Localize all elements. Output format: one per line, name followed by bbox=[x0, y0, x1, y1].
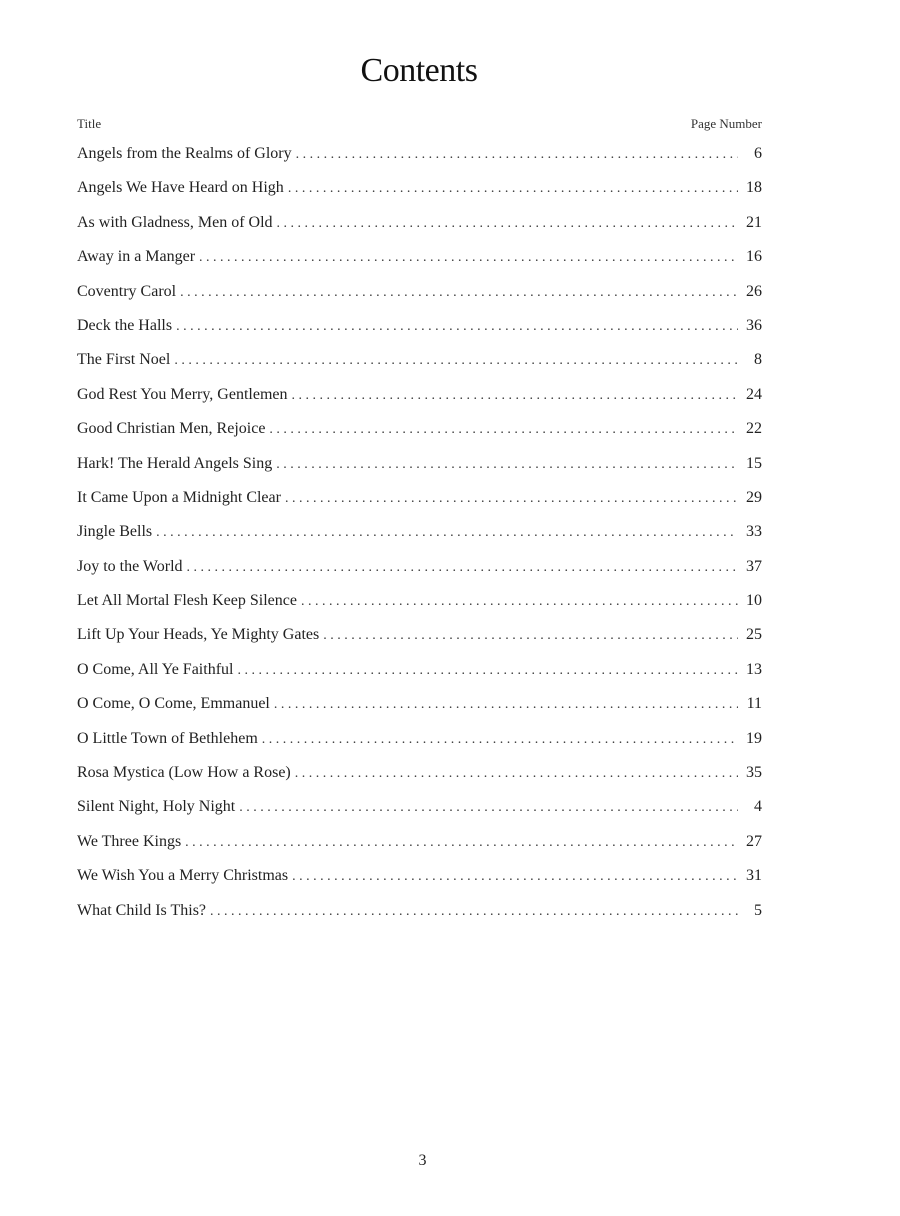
toc-entry-title: We Wish You a Merry Christmas bbox=[77, 867, 289, 885]
toc-entry bbox=[77, 695, 762, 729]
toc-entry-title: Angels We Have Heard on High bbox=[77, 179, 284, 197]
toc-entry-title: Silent Night, Holy Night bbox=[77, 798, 236, 816]
toc-entry-page: 13 bbox=[746, 660, 762, 678]
toc-entry bbox=[77, 351, 762, 385]
dot-leader bbox=[285, 491, 738, 507]
toc-entry-page: 15 bbox=[746, 454, 762, 472]
toc-entry-title: Hark! The Herald Angels Sing bbox=[77, 454, 273, 472]
toc-entry bbox=[77, 764, 762, 798]
toc-entry-page: 31 bbox=[746, 867, 762, 885]
dot-leader bbox=[274, 697, 738, 713]
dot-leader bbox=[288, 181, 738, 197]
toc-entry bbox=[77, 902, 762, 936]
toc-entry-page: 27 bbox=[746, 832, 762, 850]
page-number-column-header: Page Number bbox=[690, 116, 762, 131]
dot-leader bbox=[301, 594, 738, 610]
dot-leader bbox=[174, 353, 738, 369]
dot-leader bbox=[269, 422, 738, 438]
table-of-contents bbox=[77, 145, 762, 936]
dot-leader bbox=[277, 216, 738, 232]
dot-leader bbox=[323, 628, 738, 644]
toc-entry-page: 33 bbox=[746, 523, 762, 541]
toc-entry-title: O Little Town of Bethlehem bbox=[77, 729, 258, 747]
toc-entry-page: 37 bbox=[746, 557, 762, 575]
toc-entry-title: God Rest You Merry, Gentlemen bbox=[77, 385, 288, 403]
toc-entry-page: 29 bbox=[746, 488, 762, 506]
dot-leader bbox=[180, 285, 738, 301]
dot-leader bbox=[176, 319, 738, 335]
toc-entry-page: 36 bbox=[746, 316, 762, 334]
toc-entry bbox=[77, 317, 762, 351]
toc-entry-page: 18 bbox=[746, 179, 762, 197]
toc-entry bbox=[77, 214, 762, 248]
toc-entry-page: 25 bbox=[746, 626, 762, 644]
toc-entry-title: Away in a Manger bbox=[77, 248, 196, 266]
dot-leader bbox=[210, 904, 738, 920]
toc-entry bbox=[77, 626, 762, 660]
toc-entry-title: Good Christian Men, Rejoice bbox=[77, 420, 266, 438]
toc-entry bbox=[77, 558, 762, 592]
toc-entry-title: Jingle Bells bbox=[77, 523, 153, 541]
toc-entry-page: 8 bbox=[754, 351, 762, 369]
toc-entry-title: Lift Up Your Heads, Ye Mighty Gates bbox=[77, 626, 320, 644]
toc-entry-page: 11 bbox=[746, 695, 762, 713]
toc-entry bbox=[77, 867, 762, 901]
toc-entry bbox=[77, 455, 762, 489]
toc-entry bbox=[77, 592, 762, 626]
toc-entry bbox=[77, 661, 762, 695]
dot-leader bbox=[262, 732, 738, 748]
toc-entry bbox=[77, 730, 762, 764]
toc-entry-title: Joy to the World bbox=[77, 557, 183, 575]
toc-entry-page: 26 bbox=[746, 282, 762, 300]
toc-entry bbox=[77, 489, 762, 523]
toc-entry-title: O Come, All Ye Faithful bbox=[77, 660, 234, 678]
dot-leader bbox=[187, 560, 738, 576]
toc-entry-page: 22 bbox=[746, 420, 762, 438]
toc-entry bbox=[77, 248, 762, 282]
toc-entry-title: Deck the Halls bbox=[77, 316, 173, 334]
toc-entry-title: Let All Mortal Flesh Keep Silence bbox=[77, 592, 297, 610]
toc-entry-title: It Came Upon a Midnight Clear bbox=[77, 488, 281, 506]
page-number: 3 bbox=[418, 1152, 427, 1169]
toc-entry-page: 5 bbox=[754, 901, 762, 919]
toc-entry-title: As with Gladness, Men of Old bbox=[77, 213, 273, 231]
dot-leader bbox=[239, 800, 738, 816]
toc-entry-page: 24 bbox=[746, 385, 762, 403]
toc-entry-title: O Come, O Come, Emmanuel bbox=[77, 695, 270, 713]
column-headers bbox=[77, 116, 762, 132]
dot-leader bbox=[237, 663, 738, 679]
title-column-header: Title bbox=[77, 116, 102, 131]
toc-entry-title: Angels from the Realms of Glory bbox=[77, 145, 292, 162]
toc-entry-page: 4 bbox=[754, 798, 762, 816]
dot-leader bbox=[292, 388, 739, 404]
dot-leader bbox=[296, 147, 738, 163]
toc-entry-title: Rosa Mystica (Low How a Rose) bbox=[77, 764, 291, 782]
toc-entry-page: 10 bbox=[746, 592, 762, 610]
toc-entry bbox=[77, 283, 762, 317]
toc-entry-title: Coventry Carol bbox=[77, 282, 177, 300]
toc-entry bbox=[77, 420, 762, 454]
toc-entry bbox=[77, 523, 762, 557]
toc-entry-title: The First Noel bbox=[77, 351, 171, 369]
toc-entry-title: We Three Kings bbox=[77, 832, 182, 850]
toc-entry-page: 35 bbox=[746, 764, 762, 782]
dot-leader bbox=[156, 525, 738, 541]
toc-entry bbox=[77, 798, 762, 832]
dot-leader bbox=[292, 869, 738, 885]
toc-entry-page: 6 bbox=[754, 145, 762, 162]
toc-entry bbox=[77, 833, 762, 867]
toc-entry bbox=[77, 386, 762, 420]
toc-entry bbox=[77, 145, 762, 179]
toc-entry-page: 19 bbox=[746, 729, 762, 747]
toc-entry bbox=[77, 179, 762, 213]
dot-leader bbox=[199, 250, 738, 266]
toc-entry-page: 21 bbox=[746, 213, 762, 231]
dot-leader bbox=[276, 457, 738, 473]
dot-leader bbox=[295, 766, 738, 782]
toc-entry-page: 16 bbox=[746, 248, 762, 266]
dot-leader bbox=[185, 835, 738, 851]
page-title: Contents bbox=[360, 52, 478, 89]
toc-entry-title: What Child Is This? bbox=[77, 901, 207, 919]
